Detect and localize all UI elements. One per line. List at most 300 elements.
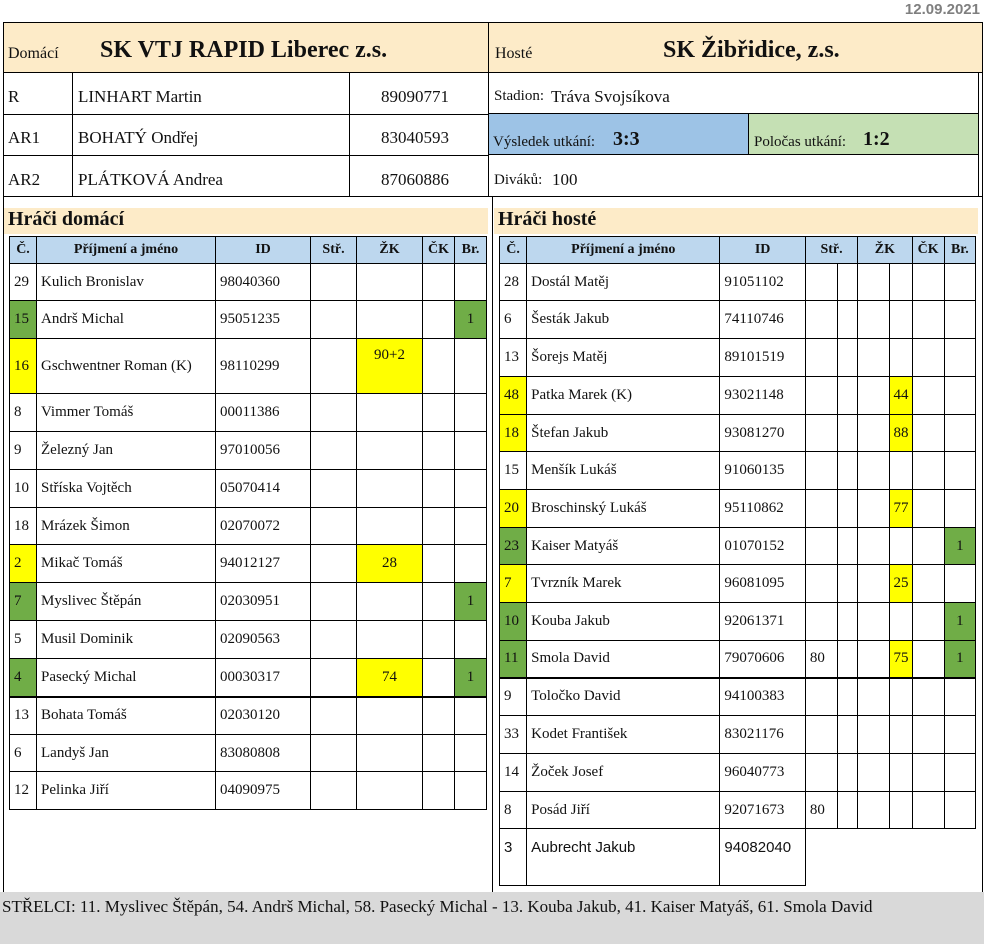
player-goals <box>455 621 487 659</box>
player-number: 33 <box>500 716 527 754</box>
player-yellow-card-left <box>858 603 890 641</box>
player-number: 8 <box>500 792 527 829</box>
player-id: 96040773 <box>720 754 806 792</box>
player-number: 16 <box>10 339 37 394</box>
player-red-card <box>423 339 455 394</box>
result-value: 3:3 <box>613 128 640 150</box>
away-players-title: Hráči hosté <box>494 208 978 234</box>
player-number: 48 <box>500 377 527 415</box>
player-goals <box>455 264 487 301</box>
player-yellow-card <box>357 621 423 659</box>
player-yellow-card-left <box>858 792 890 829</box>
match-date: 12.09.2021 <box>904 1 980 18</box>
player-id: 98040360 <box>216 264 311 301</box>
player-red-card <box>912 377 944 415</box>
player-number: 6 <box>500 301 527 339</box>
player-yellow-card-left <box>858 716 890 754</box>
player-red-card <box>423 735 455 772</box>
player-yellow-card <box>890 264 912 301</box>
official-role: AR2 <box>8 170 41 189</box>
home-team-name: SK VTJ RAPID Liberec z.s. <box>100 37 388 63</box>
player-goals <box>944 301 975 339</box>
player-yellow-card: 77 <box>890 490 912 528</box>
player-yellow-card: 28 <box>357 545 423 583</box>
player-name: Broschinský Lukáš <box>527 490 720 528</box>
player-yellow-card <box>357 697 423 735</box>
player-shots-extra <box>838 678 858 716</box>
player-yellow-card: 75 <box>890 641 912 678</box>
player-number: 15 <box>500 452 527 490</box>
official-role: AR1 <box>8 128 41 147</box>
player-yellow-card-left <box>858 565 890 603</box>
col-id: ID <box>720 237 806 264</box>
player-goals <box>944 716 975 754</box>
table-row <box>500 754 976 792</box>
player-red-card <box>912 301 944 339</box>
player-number: 13 <box>500 339 527 377</box>
player-yellow-card-left <box>858 301 890 339</box>
player-id: 02030120 <box>216 697 311 735</box>
player-yellow-card-left <box>858 452 890 490</box>
player-number: 10 <box>10 470 37 508</box>
player-shots <box>311 301 357 339</box>
player-goals: 1 <box>455 583 487 621</box>
player-yellow-card <box>890 452 912 490</box>
away-label: Hosté <box>495 45 533 62</box>
table-row <box>10 772 487 810</box>
player-name: Posád Jiří <box>527 792 720 829</box>
player-shots <box>805 264 837 301</box>
table-row <box>500 301 976 339</box>
player-goals <box>944 792 975 829</box>
table-row <box>500 264 976 301</box>
match-header-frame <box>3 22 983 197</box>
player-name: Aubrecht Jakub <box>527 829 720 886</box>
official-id: 87060886 <box>381 170 449 189</box>
player-red-card <box>912 452 944 490</box>
player-shots <box>311 735 357 772</box>
home-players-title: Hráči domácí <box>4 208 488 234</box>
player-shots <box>311 339 357 394</box>
col-name: Příjmení a jméno <box>37 237 216 264</box>
player-goals <box>455 545 487 583</box>
col-red-card: ČK <box>423 237 455 264</box>
player-name: Mrázek Šimon <box>37 508 216 545</box>
player-shots-extra <box>838 528 858 565</box>
halftime-cell <box>749 113 979 155</box>
player-name: Menšík Lukáš <box>527 452 720 490</box>
player-name: Šesták Jakub <box>527 301 720 339</box>
player-goals <box>455 697 487 735</box>
player-goals <box>455 772 487 810</box>
player-goals <box>944 264 975 301</box>
table-row <box>10 339 487 394</box>
table-row <box>10 432 487 470</box>
table-row <box>500 565 976 603</box>
player-red-card <box>912 678 944 716</box>
player-name: Šorejs Matěj <box>527 339 720 377</box>
player-shots <box>805 415 837 452</box>
player-shots <box>805 528 837 565</box>
player-shots <box>311 470 357 508</box>
player-yellow-card <box>357 470 423 508</box>
table-row <box>500 716 976 754</box>
player-red-card <box>912 490 944 528</box>
player-id: 95051235 <box>216 301 311 339</box>
halftime-value: 1:2 <box>863 128 890 150</box>
col-shots: Stř. <box>805 237 857 264</box>
player-yellow-card <box>890 678 912 716</box>
player-id: 79070606 <box>720 641 806 678</box>
player-name: Dostál Matěj <box>527 264 720 301</box>
table-row <box>500 452 976 490</box>
official-name: BOHATÝ Ondřej <box>78 128 199 147</box>
player-shots-extra <box>838 452 858 490</box>
table-row <box>500 792 976 829</box>
home-players-table <box>9 236 487 810</box>
col-yellow-card: ŽK <box>858 237 912 264</box>
player-red-card <box>423 432 455 470</box>
player-shots <box>805 754 837 792</box>
player-shots-extra <box>838 754 858 792</box>
table-row <box>10 659 487 697</box>
player-name: Žoček Josef <box>527 754 720 792</box>
player-shots <box>805 301 837 339</box>
player-red-card <box>912 603 944 641</box>
player-number: 23 <box>500 528 527 565</box>
player-id: 00030317 <box>216 659 311 697</box>
col-number: Č. <box>10 237 37 264</box>
player-name: Smola David <box>527 641 720 678</box>
player-shots <box>311 545 357 583</box>
table-row <box>500 829 976 886</box>
player-name: Kaiser Matyáš <box>527 528 720 565</box>
table-row <box>500 603 976 641</box>
table-row <box>500 678 976 716</box>
player-yellow-card <box>890 339 912 377</box>
player-name: Andrš Michal <box>37 301 216 339</box>
player-number: 18 <box>500 415 527 452</box>
empty-cell <box>805 829 975 886</box>
player-id: 02090563 <box>216 621 311 659</box>
away-team-name: SK Žibřidice, z.s. <box>663 37 840 63</box>
player-id: 93021148 <box>720 377 806 415</box>
player-red-card <box>912 641 944 678</box>
official-name: LINHART Martin <box>78 87 202 106</box>
player-name: Bohata Tomáš <box>37 697 216 735</box>
player-id: 96081095 <box>720 565 806 603</box>
player-yellow-card <box>890 792 912 829</box>
table-row <box>10 301 487 339</box>
player-goals <box>455 735 487 772</box>
player-number: 7 <box>500 565 527 603</box>
player-shots-extra <box>838 264 858 301</box>
col-yellow-card: ŽK <box>357 237 423 264</box>
table-row <box>500 528 976 565</box>
player-yellow-card-left <box>858 754 890 792</box>
player-shots <box>805 452 837 490</box>
player-yellow-card <box>890 754 912 792</box>
player-goals <box>455 470 487 508</box>
player-red-card <box>423 583 455 621</box>
player-name: Kouba Jakub <box>527 603 720 641</box>
home-header <box>4 23 488 73</box>
player-number: 10 <box>500 603 527 641</box>
player-shots <box>311 508 357 545</box>
table-row <box>10 394 487 432</box>
player-shots <box>805 716 837 754</box>
player-shots-extra <box>838 716 858 754</box>
table-row <box>500 377 976 415</box>
player-yellow-card-left <box>858 490 890 528</box>
player-shots-extra <box>838 339 858 377</box>
player-red-card <box>423 697 455 735</box>
player-yellow-card: 90+2 <box>357 339 423 394</box>
player-red-card <box>912 754 944 792</box>
player-number: 13 <box>10 697 37 735</box>
player-shots-extra <box>838 641 858 678</box>
player-id: 04090975 <box>216 772 311 810</box>
player-name: Patka Marek (K) <box>527 377 720 415</box>
player-id: 98110299 <box>216 339 311 394</box>
player-red-card <box>423 621 455 659</box>
official-role: R <box>8 87 20 106</box>
player-id: 95110862 <box>720 490 806 528</box>
player-goals <box>455 432 487 470</box>
player-shots <box>805 339 837 377</box>
col-red-card: ČK <box>912 237 944 264</box>
player-id: 74110746 <box>720 301 806 339</box>
spectators-label: Diváků: <box>494 172 543 188</box>
player-goals: 1 <box>944 603 975 641</box>
spectators-row <box>489 155 979 197</box>
player-shots <box>311 621 357 659</box>
player-yellow-card <box>357 264 423 301</box>
table-row <box>10 621 487 659</box>
player-name: Musil Dominik <box>37 621 216 659</box>
player-id: 91060135 <box>720 452 806 490</box>
player-shots <box>805 565 837 603</box>
official-name: PLÁTKOVÁ Andrea <box>78 170 223 189</box>
player-yellow-card <box>357 735 423 772</box>
player-number: 9 <box>500 678 527 716</box>
away-players-table <box>499 236 976 886</box>
official-id: 89090771 <box>381 87 449 106</box>
player-goals <box>944 754 975 792</box>
table-row <box>10 264 487 301</box>
player-red-card <box>912 565 944 603</box>
player-shots-extra <box>838 565 858 603</box>
player-red-card <box>912 264 944 301</box>
player-number: 28 <box>500 264 527 301</box>
player-shots: 80 <box>805 641 837 678</box>
col-goals: Br. <box>455 237 487 264</box>
player-shots-extra <box>838 792 858 829</box>
player-shots <box>805 490 837 528</box>
player-yellow-card <box>890 716 912 754</box>
player-red-card <box>912 528 944 565</box>
player-number: 6 <box>10 735 37 772</box>
player-number: 2 <box>10 545 37 583</box>
player-id: 97010056 <box>216 432 311 470</box>
player-yellow-card-left <box>858 528 890 565</box>
player-number: 3 <box>500 829 527 886</box>
player-goals: 1 <box>455 301 487 339</box>
player-name: Stříska Vojtěch <box>37 470 216 508</box>
player-goals <box>455 508 487 545</box>
table-row <box>10 583 487 621</box>
away-header <box>488 23 982 73</box>
player-red-card <box>423 545 455 583</box>
player-number: 7 <box>10 583 37 621</box>
player-id: 93081270 <box>720 415 806 452</box>
player-goals <box>944 490 975 528</box>
player-goals: 1 <box>944 641 975 678</box>
player-red-card <box>423 301 455 339</box>
player-goals <box>944 339 975 377</box>
table-row <box>500 339 976 377</box>
halftime-label: Poločas utkání: <box>754 134 847 150</box>
player-id: 94012127 <box>216 545 311 583</box>
player-number: 8 <box>10 394 37 432</box>
player-red-card <box>912 339 944 377</box>
player-red-card <box>423 470 455 508</box>
player-number: 15 <box>10 301 37 339</box>
table-row <box>500 490 976 528</box>
scorers-bar[interactable]: STŘELCI: 11. Myslivec Štěpán, 54. Andrš Michal, 58. Pasecký Michal - 13. Kouba Jakub, 41. Kaiser Matyáš, 61. Smola David <box>0 892 984 944</box>
table-row <box>10 545 487 583</box>
player-number: 20 <box>500 490 527 528</box>
player-yellow-card <box>890 603 912 641</box>
player-name: Kulich Bronislav <box>37 264 216 301</box>
player-shots: 80 <box>805 792 837 829</box>
player-yellow-card <box>357 301 423 339</box>
player-yellow-card-left <box>858 415 890 452</box>
player-shots-extra <box>838 377 858 415</box>
player-yellow-card: 44 <box>890 377 912 415</box>
player-shots <box>311 697 357 735</box>
player-yellow-card-left <box>858 678 890 716</box>
player-yellow-card <box>890 301 912 339</box>
player-goals <box>944 678 975 716</box>
player-name: Tvrzník Marek <box>527 565 720 603</box>
player-number: 5 <box>10 621 37 659</box>
player-id: 92061371 <box>720 603 806 641</box>
col-shots: Stř. <box>311 237 357 264</box>
player-id: 89101519 <box>720 339 806 377</box>
official-id: 83040593 <box>381 128 449 147</box>
spectators-value: 100 <box>552 170 578 189</box>
player-number: 29 <box>10 264 37 301</box>
player-goals <box>944 377 975 415</box>
col-number: Č. <box>500 237 527 264</box>
player-name: Železný Jan <box>37 432 216 470</box>
stadium-row <box>489 73 979 113</box>
player-goals <box>944 415 975 452</box>
player-yellow-card-left <box>858 339 890 377</box>
player-id: 83080808 <box>216 735 311 772</box>
player-yellow-card: 74 <box>357 659 423 697</box>
player-shots <box>311 583 357 621</box>
col-id: ID <box>216 237 311 264</box>
player-shots <box>311 659 357 697</box>
player-name: Mikač Tomáš <box>37 545 216 583</box>
player-yellow-card <box>357 583 423 621</box>
player-yellow-card <box>357 772 423 810</box>
col-name: Příjmení a jméno <box>527 237 720 264</box>
player-yellow-card <box>357 508 423 545</box>
player-id: 02070072 <box>216 508 311 545</box>
player-id: 83021176 <box>720 716 806 754</box>
player-red-card <box>423 508 455 545</box>
player-shots-extra <box>838 415 858 452</box>
player-red-card <box>912 415 944 452</box>
player-goals <box>455 339 487 394</box>
player-red-card <box>912 716 944 754</box>
player-red-card <box>423 394 455 432</box>
player-number: 18 <box>10 508 37 545</box>
table-row <box>10 470 487 508</box>
player-shots <box>311 772 357 810</box>
player-shots <box>311 394 357 432</box>
player-id: 02030951 <box>216 583 311 621</box>
stadium-value: Tráva Svojsíkova <box>551 87 670 106</box>
player-number: 9 <box>10 432 37 470</box>
table-row <box>10 735 487 772</box>
player-name: Štefan Jakub <box>527 415 720 452</box>
player-yellow-card-left <box>858 377 890 415</box>
player-goals <box>944 565 975 603</box>
player-id: 92071673 <box>720 792 806 829</box>
player-name: Kodet František <box>527 716 720 754</box>
player-id: 00011386 <box>216 394 311 432</box>
player-shots <box>311 432 357 470</box>
player-id: 01070152 <box>720 528 806 565</box>
player-name: Pasecký Michal <box>37 659 216 697</box>
player-shots-extra <box>838 490 858 528</box>
player-shots-extra <box>838 301 858 339</box>
player-number: 4 <box>10 659 37 697</box>
player-number: 12 <box>10 772 37 810</box>
player-shots <box>311 264 357 301</box>
player-name: Landyš Jan <box>37 735 216 772</box>
player-red-card <box>423 264 455 301</box>
player-yellow-card-left <box>858 641 890 678</box>
result-label: Výsledek utkání: <box>493 134 596 150</box>
stadium-label: Stadion: <box>494 88 545 104</box>
player-name: Myslivec Štěpán <box>37 583 216 621</box>
player-name: Toločko David <box>527 678 720 716</box>
player-goals: 1 <box>944 528 975 565</box>
player-goals <box>455 394 487 432</box>
player-yellow-card: 88 <box>890 415 912 452</box>
player-number: 11 <box>500 641 527 678</box>
player-yellow-card <box>890 528 912 565</box>
player-number: 14 <box>500 754 527 792</box>
home-label: Domácí <box>8 45 59 62</box>
col-goals: Br. <box>944 237 975 264</box>
table-row <box>500 415 976 452</box>
table-row <box>500 641 976 678</box>
player-shots <box>805 603 837 641</box>
player-id: 05070414 <box>216 470 311 508</box>
player-shots <box>805 678 837 716</box>
player-name: Pelinka Jiří <box>37 772 216 810</box>
player-yellow-card <box>357 432 423 470</box>
player-id: 91051102 <box>720 264 806 301</box>
player-name: Gschwentner Roman (K) <box>37 339 216 394</box>
player-id: 94100383 <box>720 678 806 716</box>
